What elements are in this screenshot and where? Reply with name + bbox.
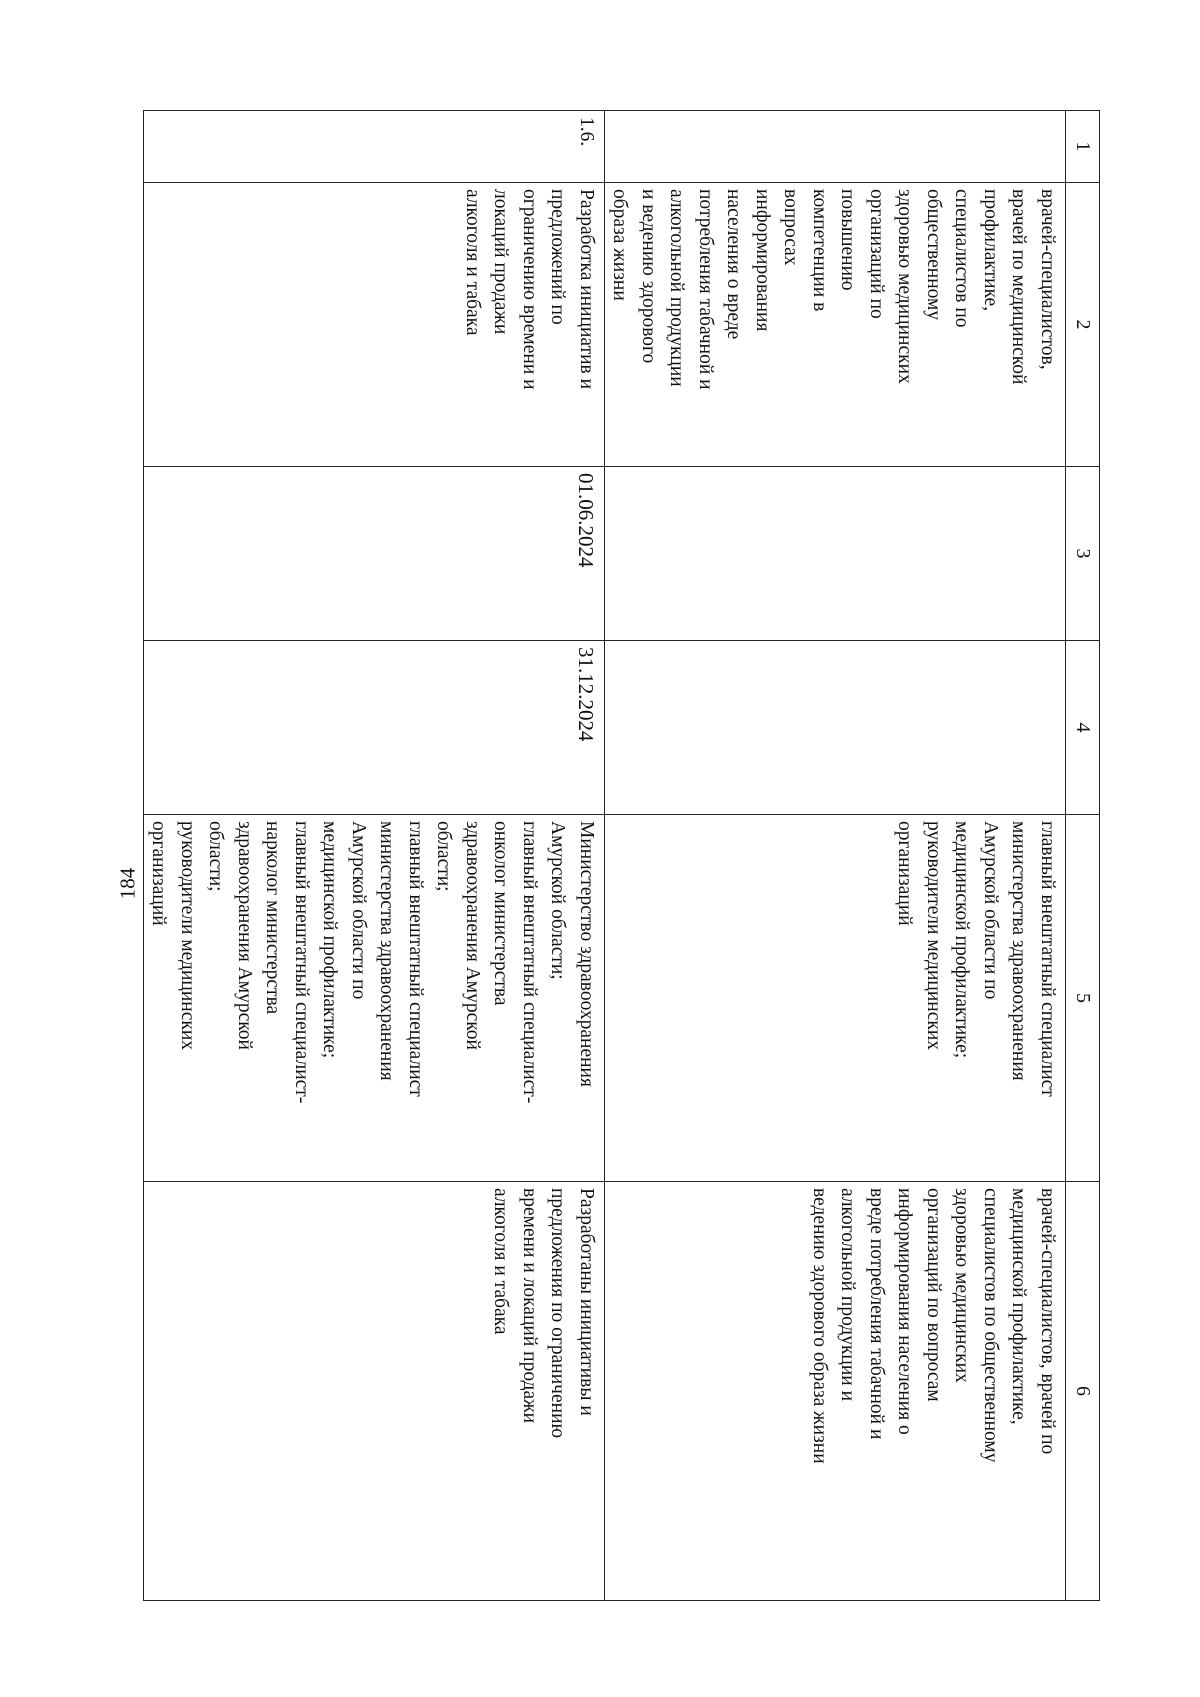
measures-table	[143, 110, 1100, 1601]
column-number: 2	[1066, 183, 1100, 467]
table-row	[605, 111, 1066, 1601]
rotated-table-container	[148, 110, 1100, 1600]
column-number-row	[1066, 111, 1100, 1601]
page-number: 184	[115, 867, 140, 900]
cell-result: Разработаны инициативы и предложения по ограничению времени и локаций продажи алкоголя и табака	[144, 1182, 605, 1601]
cell-end-date	[605, 641, 1066, 815]
cell-result: врачей-специалистов, врачей по медицинской профилактике, специалистов по общественному здоровью медицинских организаций по вопросам информирования населения о вреде потребления табачной и алкогольной продукции и ведению здорового образа жизни	[605, 1182, 1066, 1601]
column-number: 5	[1066, 815, 1100, 1182]
cell-start-date: 01.06.2024	[144, 467, 605, 641]
cell-event: врачей-специалистов, врачей по медицинской профилактике, специалистов по общественному здоровью медицинских организаций по повышению компетенции в вопросах информирования населения о вреде потребления табачной и алкогольной продукции и ведению здорового образа жизни	[605, 183, 1066, 467]
column-number: 6	[1066, 1182, 1100, 1601]
cell-responsible: главный внештатный специалист министерства здравоохранения Амурской области по медицинской профилактике; руководители медицинских организаций	[605, 815, 1066, 1182]
column-number: 1	[1066, 111, 1100, 183]
table-row	[144, 111, 605, 1601]
cell-number	[605, 111, 1066, 183]
cell-number: 1.6.	[144, 111, 605, 183]
cell-responsible: Министерство здравоохранения Амурской области; главный внештатный специалист- онколог министерства здравоохранения Амурской области; главный внештатный специалист министерства здравоохранения Амурской области по медицинской профилактике; главный внештатный специалист- нарколог министерства здравоохранения Амурской области; руководители медицинских организаций	[144, 815, 605, 1182]
cell-start-date	[605, 467, 1066, 641]
column-number: 3	[1066, 467, 1100, 641]
cell-end-date: 31.12.2024	[144, 641, 605, 815]
cell-event: Разработка инициатив и предложений по ограничению времени и локаций продажи алкоголя и табака	[144, 183, 605, 467]
column-number: 4	[1066, 641, 1100, 815]
